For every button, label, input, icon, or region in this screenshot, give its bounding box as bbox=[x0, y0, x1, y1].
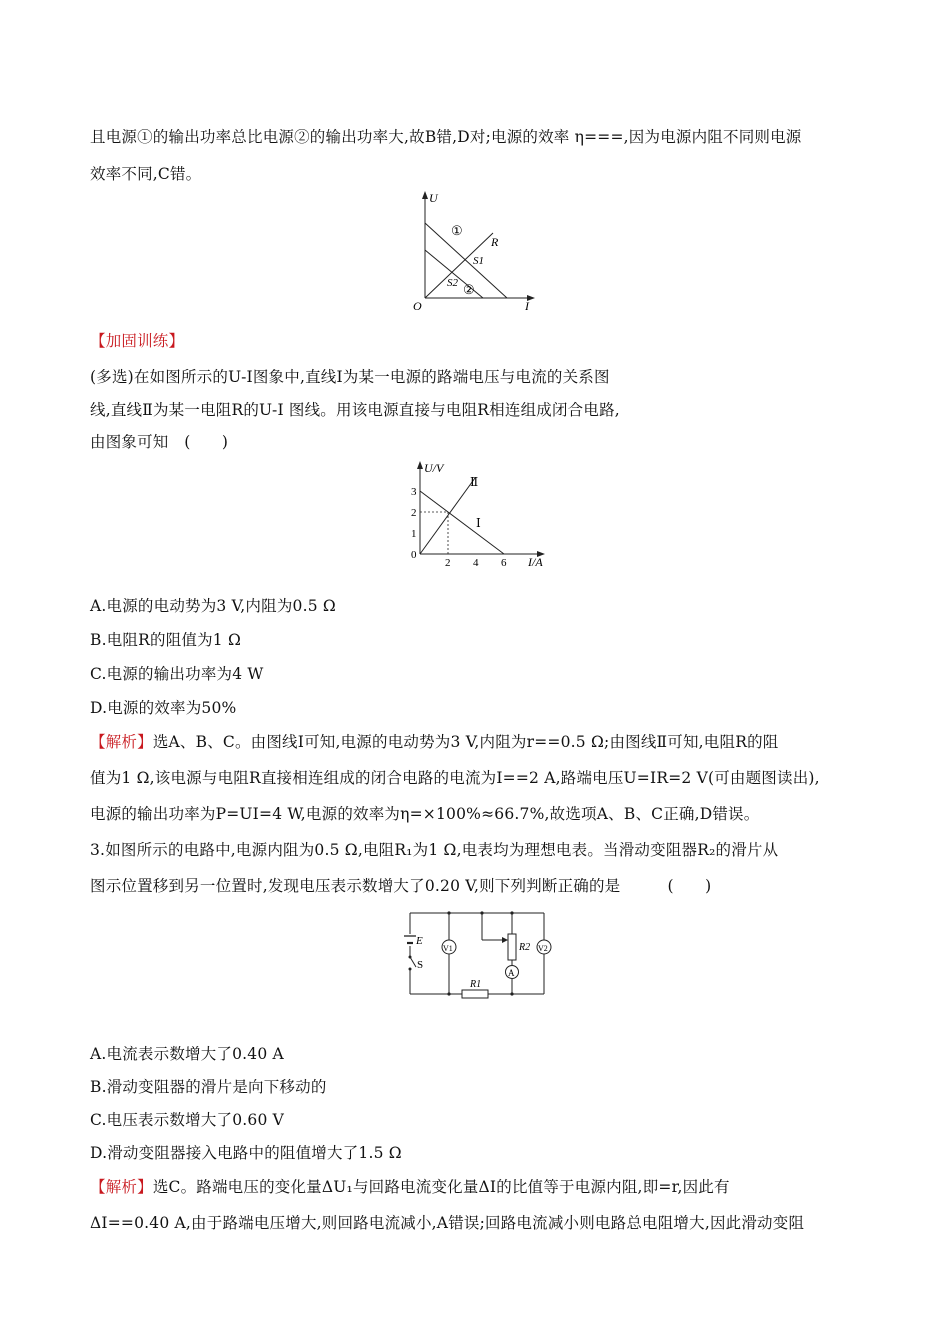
ammeter: A bbox=[508, 968, 515, 978]
analysis-line: 值为1 Ω,该电源与电阻R直接相连组成的闭合电路的电流为I==2 A,路端电压U=IR=2 V(可由题图读出), bbox=[90, 769, 820, 787]
axis-u-label: U bbox=[429, 191, 438, 205]
y-tick: 3 bbox=[411, 486, 417, 498]
analysis-line bbox=[90, 1175, 730, 1197]
paragraph-line: 效率不同,C错。 bbox=[90, 165, 202, 183]
x-axis-label: I/A bbox=[528, 555, 543, 569]
analysis-tag: 【解析】 bbox=[90, 733, 153, 751]
question-line: 线,直线Ⅱ为某一电阻R的U-I 图线。用该电源直接与电阻R相连组成闭合电路, bbox=[90, 401, 620, 419]
s1-label: S1 bbox=[473, 255, 484, 267]
x-tick: 2 bbox=[445, 557, 451, 569]
option-a: A.电源的电动势为3 V,内阻为0.5 Ω bbox=[90, 597, 336, 615]
y-tick: 0 bbox=[411, 549, 417, 561]
line-r-label: R bbox=[491, 235, 499, 249]
question-line: 图示位置移到另一位置时,发现电压表示数增大了0.20 V,则下列判断正确的是 ( ) bbox=[90, 877, 712, 895]
option-c: C.电压表示数增大了0.60 V bbox=[90, 1111, 285, 1129]
line-i-label: Ⅰ bbox=[476, 516, 481, 530]
x-tick: 6 bbox=[501, 557, 507, 569]
y-tick: 2 bbox=[411, 507, 417, 519]
option-c: C.电源的输出功率为4 W bbox=[90, 665, 264, 683]
line-ii-label: Ⅱ bbox=[470, 475, 479, 489]
analysis-tag: 【解析】 bbox=[90, 1178, 153, 1196]
analysis-text: 选A、B、C。由图线Ⅰ可知,电源的电动势为3 V,内阻为r==0.5 Ω;由图线Ⅱ可知,电阻R的阻 bbox=[152, 733, 779, 751]
analysis-line: ΔI==0.40 A,由于路端电压增大,则回路电流减小,A错误;回路电流减小则电路总电阻增大,因此滑动变阻 bbox=[90, 1214, 805, 1232]
line-1-label: ① bbox=[451, 223, 463, 238]
y-tick: 1 bbox=[411, 528, 417, 540]
question-line: 3.如图所示的电路中,电源内阻为0.5 Ω,电阻R₁为1 Ω,电表均为理想电表。当滑动变阻器R₂的滑片从 bbox=[90, 841, 779, 859]
y-axis-label: U/V bbox=[424, 461, 444, 475]
s2-label: S2 bbox=[447, 277, 458, 289]
question-line: 由图象可知 ( ) bbox=[90, 433, 229, 451]
section-label: 【加固训练】 bbox=[90, 332, 185, 350]
axis-i-label: I bbox=[525, 299, 529, 313]
x-tick: 4 bbox=[473, 557, 479, 569]
line-2-label: ② bbox=[463, 282, 475, 297]
paragraph-line: 且电源①的输出功率总比电源②的输出功率大,故B错,D对;电源的效率 η===,因为电源内阻不同则电源 bbox=[90, 128, 802, 146]
voltmeter-1: V1 bbox=[443, 944, 453, 953]
option-d: D.电源的效率为50% bbox=[90, 699, 237, 717]
ui-graph-figure-2 bbox=[400, 458, 560, 573]
analysis-line bbox=[90, 730, 778, 752]
origin-label: O bbox=[413, 299, 422, 313]
r1-label: R1 bbox=[470, 979, 482, 990]
switch-label: S bbox=[417, 959, 424, 971]
analysis-text: 选C。路端电压的变化量ΔU₁与回路电流变化量ΔI的比值等于电源内阻,即=r,因此有 bbox=[152, 1178, 730, 1196]
option-d: D.滑动变阻器接入电路中的阻值增大了1.5 Ω bbox=[90, 1144, 402, 1162]
option-b: B.滑动变阻器的滑片是向下移动的 bbox=[90, 1078, 327, 1096]
analysis-line: 电源的输出功率为P=UI=4 W,电源的效率为η=×100%≈66.7%,故选项A、B、C正确,D错误。 bbox=[90, 805, 760, 823]
question-line: (多选)在如图所示的U-I图象中,直线Ⅰ为某一电源的路端电压与电流的关系图 bbox=[90, 368, 610, 386]
ui-graph-figure-1 bbox=[405, 188, 540, 313]
circuit-diagram bbox=[400, 908, 560, 1000]
option-b: B.电阻R的阻值为1 Ω bbox=[90, 631, 242, 649]
option-a: A.电流表示数增大了0.40 A bbox=[90, 1045, 284, 1063]
r2-label: R2 bbox=[519, 942, 531, 953]
battery-label: E bbox=[416, 935, 423, 947]
voltmeter-2: V2 bbox=[538, 944, 548, 953]
